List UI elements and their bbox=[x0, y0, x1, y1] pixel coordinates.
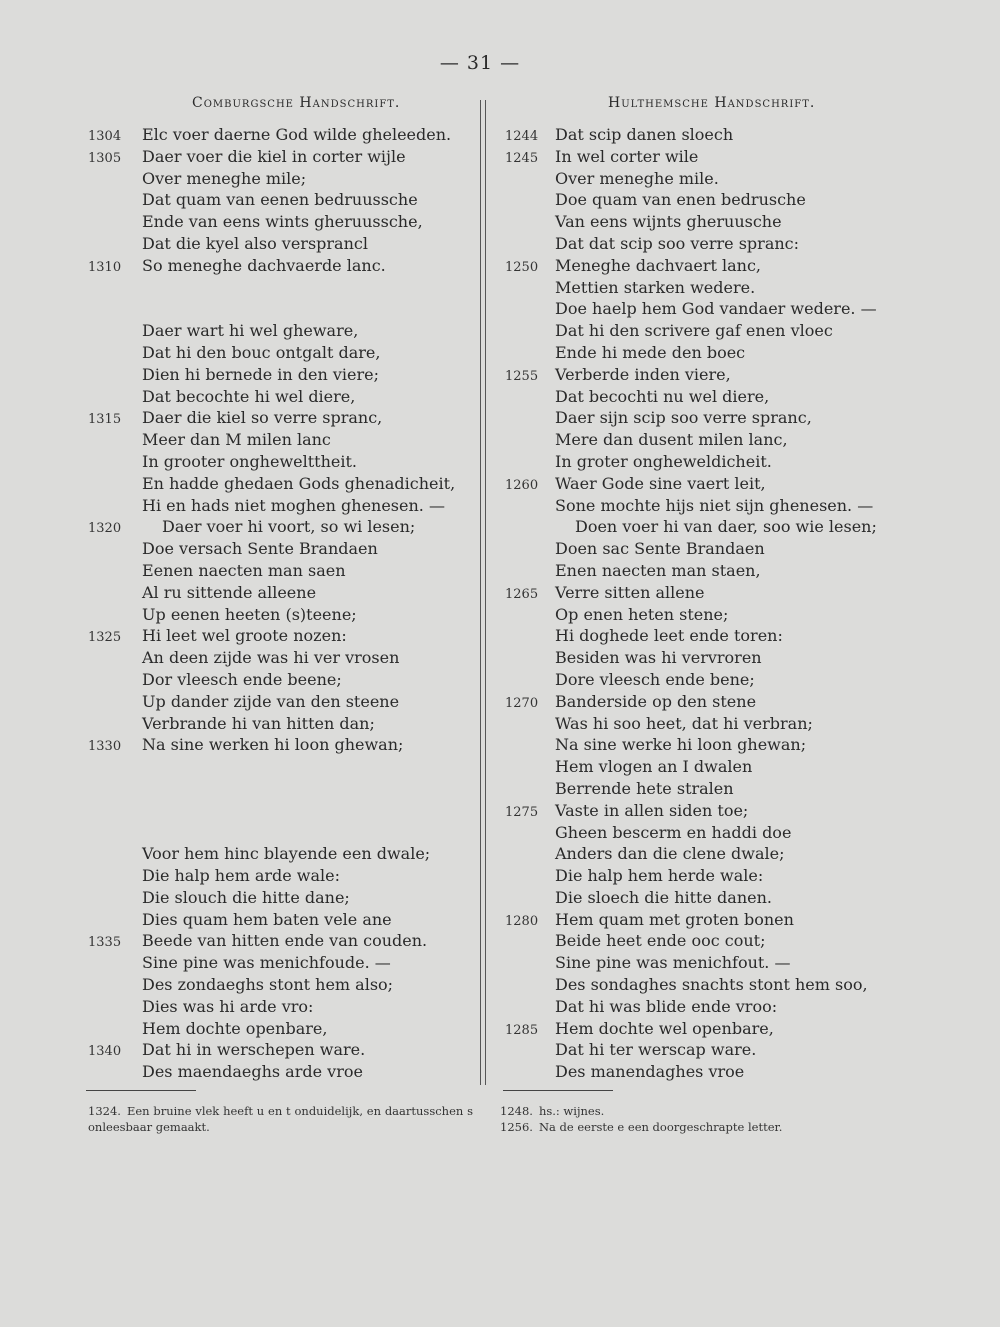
footnote-number: 1324. bbox=[88, 1104, 121, 1118]
line-number: 1245 bbox=[505, 150, 539, 166]
line-number: 1244 bbox=[505, 129, 539, 144]
verse-text: Verbrande hi van hitten dan; bbox=[142, 713, 375, 733]
verse-text: Up eenen heeten (s)teene; bbox=[142, 604, 357, 624]
verse-text: En hadde ghedaen Gods ghenadicheit, bbox=[142, 473, 456, 493]
verse-text: Daer die kiel so verre spranc, bbox=[142, 408, 383, 428]
verse-text: Hem dochte wel openbare, bbox=[555, 1018, 774, 1038]
verse-text: Elc voer daerne God wilde gheleeden. bbox=[142, 125, 452, 144]
verse-text: Dies was hi arde vro: bbox=[142, 996, 314, 1016]
verse-text: Dat hi was blide ende vroo: bbox=[555, 996, 778, 1016]
verse-text: Mettien starken wedere. bbox=[555, 277, 756, 297]
verse-text: An deen zijde was hi ver vrosen bbox=[142, 648, 400, 668]
verse-text: Dat becochte hi wel diere, bbox=[142, 386, 356, 406]
footnote-text: Na de eerste e een doorgeschrapte letter. bbox=[538, 1120, 783, 1134]
verse-text: Dor vleesch ende beene; bbox=[142, 669, 342, 689]
verse-text: Des sondaghes snachts stont hem soo, bbox=[555, 975, 868, 995]
verse-text: Hi doghede leet ende toren: bbox=[555, 626, 783, 646]
verse-text: Hem vlogen an I dwalen bbox=[555, 757, 753, 777]
verse-text: Meneghe dachvaert lanc, bbox=[555, 255, 761, 275]
verse-text: Ende hi mede den boec bbox=[555, 342, 746, 362]
left-footnote-rule bbox=[86, 1090, 196, 1091]
verse-text: Beede van hitten ende van couden. bbox=[142, 931, 428, 951]
verse-text: Dat hi den scrivere gaf enen vloec bbox=[555, 321, 833, 341]
verse-text: Die sloech die hitte danen. bbox=[555, 887, 772, 907]
verse-text: Eenen naecten man saen bbox=[142, 560, 346, 580]
verse-text: Voor hem hinc blayende een dwale; bbox=[142, 844, 431, 864]
line-number: 1255 bbox=[505, 368, 539, 384]
verse-text: Hi leet wel groote nozen: bbox=[142, 626, 347, 646]
right-footnotes bbox=[500, 1103, 920, 1135]
verse-text: Van eens wijnts gheruusche bbox=[555, 212, 782, 232]
verse-text: Dien hi bernede in den viere; bbox=[142, 364, 379, 384]
verse-text: Dore vleesch ende bene; bbox=[555, 669, 755, 689]
footnote-number: 1248. bbox=[500, 1104, 533, 1118]
verse-text: Doen sac Sente Brandaen bbox=[555, 539, 765, 559]
verse-text: Dat scip danen sloech bbox=[555, 125, 734, 144]
verse-text: Berrende hete stralen bbox=[555, 778, 734, 798]
verse-text: Doe haelp hem God vandaer wedere. — bbox=[555, 299, 877, 319]
line-number: 1310 bbox=[88, 259, 122, 275]
verse-text: Over meneghe mile; bbox=[142, 168, 307, 188]
line-number: 1260 bbox=[505, 477, 539, 493]
line-number: 1304 bbox=[88, 129, 122, 144]
verse-text: Was hi soo heet, dat hi verbran; bbox=[555, 713, 813, 733]
verse-text: Over meneghe mile. bbox=[555, 168, 719, 188]
verse-text: So meneghe dachvaerde lanc. bbox=[142, 255, 386, 275]
verse-text: Al ru sittende alleene bbox=[142, 582, 317, 602]
line-number: 1330 bbox=[88, 739, 122, 755]
verse-text: Dat quam van eenen bedruussche bbox=[142, 190, 418, 210]
verse-text: In wel corter wile bbox=[555, 146, 699, 166]
line-number: 1285 bbox=[505, 1022, 539, 1038]
verse-text: Gheen bescerm en haddi doe bbox=[555, 822, 792, 842]
verse-text: Hem quam met groten bonen bbox=[555, 909, 794, 929]
verse-text: Vaste in allen siden toe; bbox=[555, 800, 749, 820]
verse-text: Verre sitten allene bbox=[555, 582, 705, 602]
verse-text: Sine pine was menichfout. — bbox=[555, 953, 791, 973]
verse-text: Dat hi den bouc ontgalt dare, bbox=[142, 342, 381, 362]
line-number: 1340 bbox=[88, 1044, 122, 1060]
verse-text: In groter ongheweldicheit. bbox=[555, 451, 772, 471]
verse-text: Enen naecten man staen, bbox=[555, 560, 761, 580]
verse-text: Sone mochte hijs niet sijn ghenesen. — bbox=[555, 495, 874, 515]
verse-text: Sine pine was menichfoude. — bbox=[142, 953, 391, 973]
verse-text: Verberde inden viere, bbox=[555, 364, 731, 384]
column-divider bbox=[480, 100, 486, 1085]
left-column-heading: Comburgsche Handschrift. bbox=[192, 95, 401, 111]
verse-text: Doe quam van enen bedrusche bbox=[555, 190, 806, 210]
verse-text: Up dander zijde van den steene bbox=[142, 691, 400, 711]
verse-text: Die halp hem arde wale: bbox=[142, 866, 341, 886]
line-number: 1265 bbox=[505, 586, 539, 602]
verse-text: Ende van eens wints gheruussche, bbox=[142, 212, 423, 232]
verse-text: Dat hi in werschepen ware. bbox=[142, 1040, 366, 1060]
verse-text: Doen voer hi van daer, soo wie lesen; bbox=[575, 517, 877, 537]
verse-text: Des maendaeghs arde vroe bbox=[142, 1062, 363, 1082]
line-number: 1325 bbox=[88, 630, 122, 646]
verse-text: In grooter onghewelttheit. bbox=[142, 451, 357, 471]
verse-text: Des zondaeghs stont hem also; bbox=[142, 975, 394, 995]
verse-text: Daer voer die kiel in corter wijle bbox=[142, 146, 406, 166]
verse-text: Beide heet ende ooc cout; bbox=[555, 931, 766, 951]
verse-text: Daer sijn scip soo verre spranc, bbox=[555, 408, 812, 428]
verse-text: Anders dan die clene dwale; bbox=[555, 844, 785, 864]
verse-text: Dat dat scip soo verre spranc: bbox=[555, 233, 800, 253]
verse-text: Die halp hem herde wale: bbox=[555, 866, 764, 886]
verse-text: Hem dochte openbare, bbox=[142, 1018, 328, 1038]
line-number: 1315 bbox=[88, 412, 122, 428]
verse-text: Meer dan M milen lanc bbox=[142, 430, 331, 450]
verse-text: Dat hi ter werscap ware. bbox=[555, 1040, 757, 1060]
left-footnotes bbox=[88, 1103, 473, 1135]
verse-text: Dat die kyel also versprancl bbox=[142, 233, 368, 253]
line-number: 1305 bbox=[88, 150, 122, 166]
verse-text: Banderside op den stene bbox=[555, 691, 757, 711]
line-number: 1320 bbox=[88, 521, 122, 537]
line-number: 1270 bbox=[505, 695, 539, 711]
footnote-text: hs.: wijnes. bbox=[538, 1104, 605, 1118]
verse-text: Na sine werken hi loon ghewan; bbox=[142, 735, 404, 755]
footnote bbox=[88, 1103, 473, 1135]
verse-text: Des manendaghes vroe bbox=[555, 1062, 745, 1082]
line-number: 1275 bbox=[505, 804, 539, 820]
verse-text: Na sine werke hi loon ghewan; bbox=[555, 735, 807, 755]
footnote bbox=[500, 1119, 920, 1135]
verse-text: Op enen heten stene; bbox=[555, 604, 729, 624]
page-number: — 31 — bbox=[439, 52, 521, 74]
verse-text: Dies quam hem baten vele ane bbox=[142, 909, 392, 929]
verse-text: Die slouch die hitte dane; bbox=[142, 887, 350, 907]
verse-text: Hi en hads niet moghen ghenesen. — bbox=[142, 495, 445, 515]
footnote-number: 1256. bbox=[500, 1120, 533, 1134]
footnote bbox=[500, 1103, 920, 1119]
verse-text: Mere dan dusent milen lanc, bbox=[555, 430, 788, 450]
line-number: 1335 bbox=[88, 935, 122, 951]
line-number: 1250 bbox=[505, 259, 539, 275]
verse-text: Besiden was hi vervroren bbox=[555, 648, 762, 668]
right-footnote-rule bbox=[503, 1090, 613, 1091]
right-column-heading: Hulthemsche Handschrift. bbox=[608, 95, 816, 111]
footnote-text: Een bruine vlek heeft u en t onduidelijk, en daartusschen s onleesbaar gemaakt. bbox=[88, 1104, 473, 1134]
line-number: 1280 bbox=[505, 913, 539, 929]
verse-text: Daer wart hi wel gheware, bbox=[142, 321, 359, 341]
verse-text: Dat becochti nu wel diere, bbox=[555, 386, 770, 406]
verse-text: Doe versach Sente Brandaen bbox=[142, 539, 378, 559]
verse-text: Daer voer hi voort, so wi lesen; bbox=[162, 517, 416, 537]
verse-text: Waer Gode sine vaert leit, bbox=[555, 473, 766, 493]
